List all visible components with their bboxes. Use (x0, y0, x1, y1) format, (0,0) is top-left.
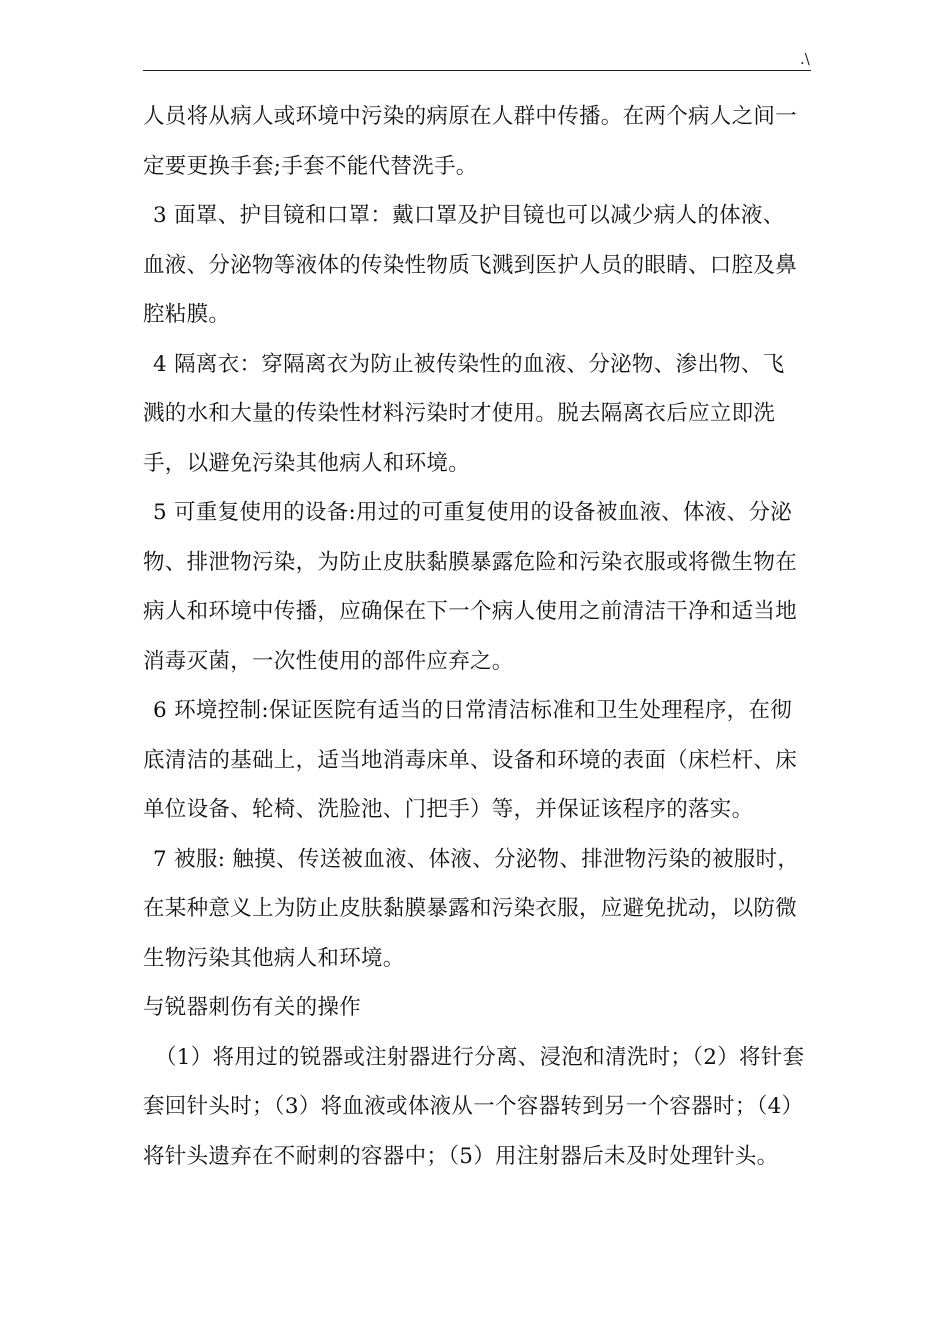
text-line: 在某种意义上为防止皮肤黏膜暴露和污染衣服，应避免扰动，以防微 (143, 896, 798, 921)
text-line: 溅的水和大量的传染性材料污染时才使用。脱去隔离衣后应立即洗 (143, 401, 776, 426)
text-line: 单位设备、轮椅、洗脸池、门把手）等，并保证该程序的落实。 (143, 797, 754, 822)
text-line: 手，以避免污染其他病人和环境。 (143, 450, 471, 476)
text-line: 5 可重复使用的设备:用过的可重复使用的设备被血液、体液、分泌 (153, 500, 793, 525)
text-line: 套回针头时；（3）将血液或体液从一个容器转到另一个容器时；（4） (143, 1094, 804, 1119)
text-line: 定要更换手套;手套不能代替洗手。 (143, 153, 478, 179)
text-line: 人员将从病人或环境中污染的病原在人群中传播。在两个病人之间一 (143, 104, 798, 129)
text-line: 将针头遗弃在不耐刺的容器中；（5）用注射器后未及时处理针头。 (143, 1143, 779, 1169)
header-rule (143, 70, 811, 71)
text-line: 6 环境控制:保证医院有适当的日常清洁标准和卫生处理程序，在彻 (153, 698, 793, 723)
text-line: 腔粘膜。 (143, 302, 231, 327)
text-line: 病人和环境中传播，应确保在下一个病人使用之前清洁干净和适当地 (143, 599, 798, 624)
document-body (143, 92, 823, 1181)
text-line: （1）将用过的锐器或注射器进行分离、浸泡和清洗时；（2）将针套 (155, 1044, 805, 1070)
text-line: 4 隔离衣：穿隔离衣为防止被传染性的血液、分泌物、渗出物、飞 (153, 351, 785, 377)
text-line: 生物污染其他病人和环境。 (143, 945, 405, 971)
text-line: 物、排泄物污染，为防止皮肤黏膜暴露危险和污染衣服或将微生物在 (143, 549, 798, 575)
text-line: 7 被服: 触摸、传送被血液、体液、分泌物、排泄物污染的被服时， (153, 846, 800, 872)
text-line: 消毒灭菌，一次性使用的部件应弃之。 (143, 648, 514, 674)
text-line: 3 面罩、护目镜和口罩：戴口罩及护目镜也可以减少病人的体液、 (153, 203, 785, 228)
header-mark: .\ (800, 50, 810, 68)
text-line: 血液、分泌物等液体的传染性物质飞溅到医护人员的眼睛、口腔及鼻 (143, 252, 798, 278)
text-line: 底清洁的基础上，适当地消毒床单、设备和环境的表面（床栏杆、床 (143, 747, 798, 773)
section-heading: 与锐器刺伤有关的操作 (143, 995, 362, 1020)
